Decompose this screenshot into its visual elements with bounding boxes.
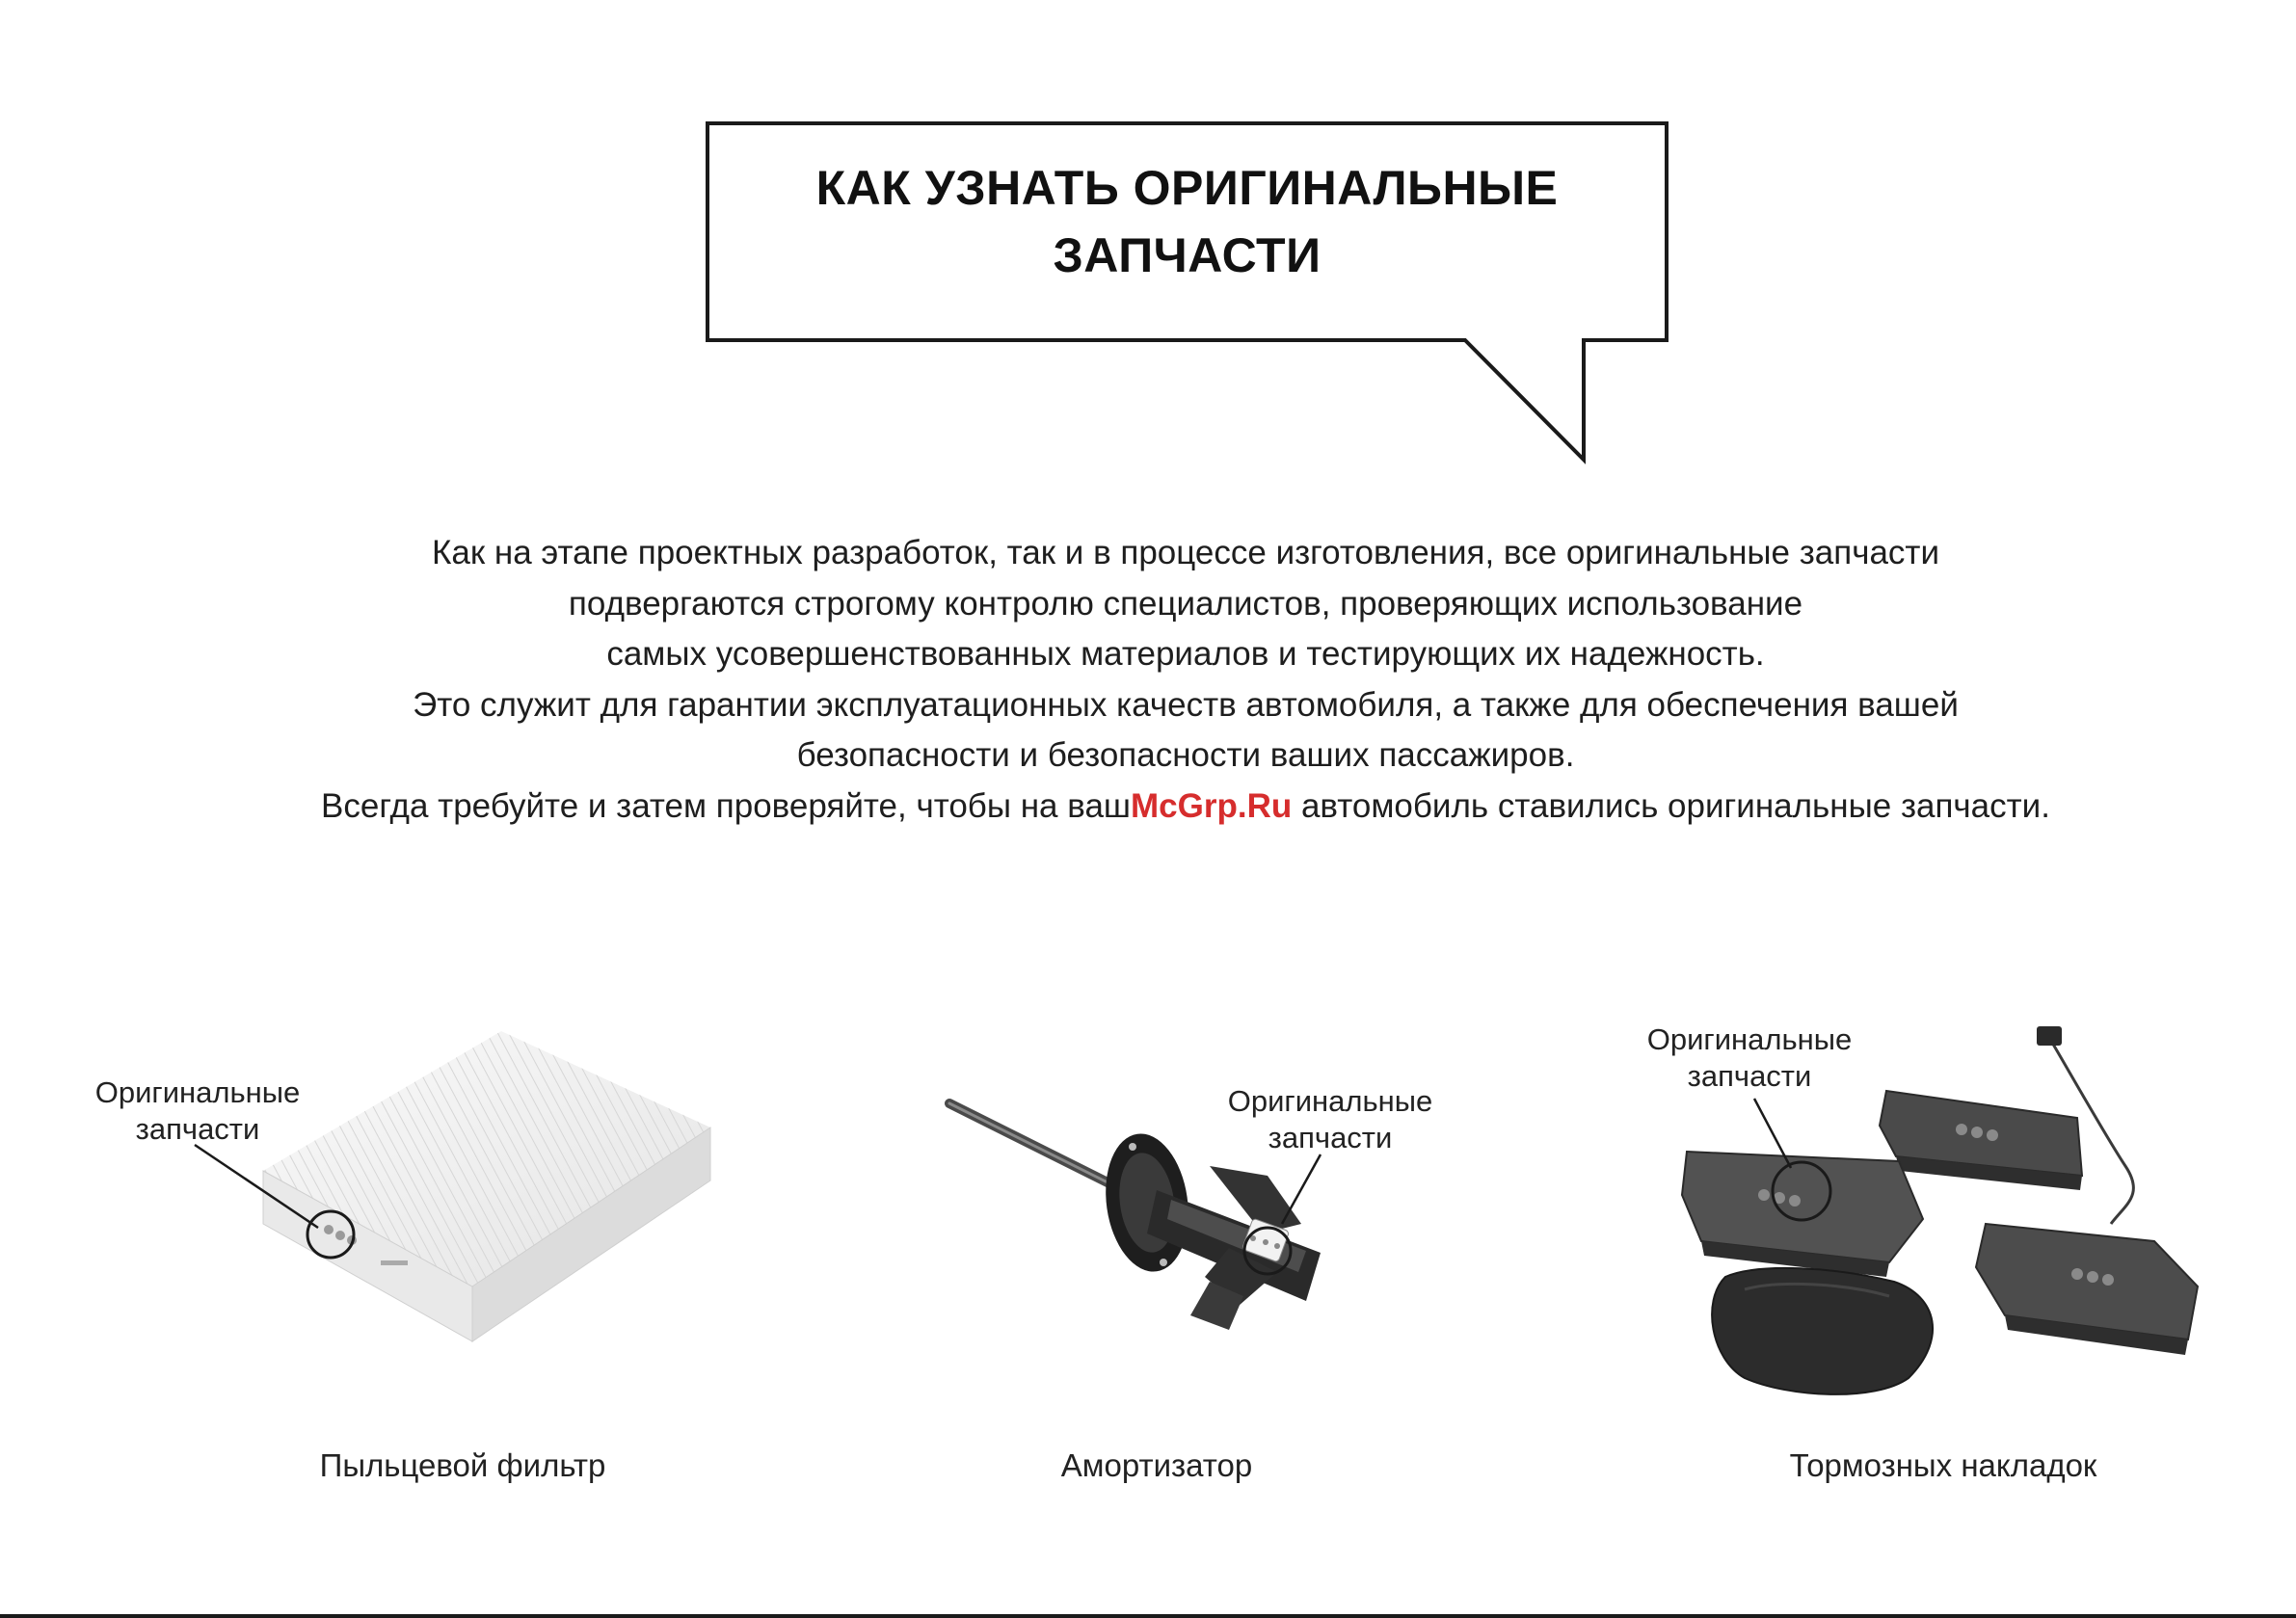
- callout-pointer: [1735, 1089, 1851, 1224]
- callout-pointer: [1224, 1147, 1359, 1282]
- intro-line: Как на этапе проектных разработок, так и в процессе изготовления, все оригинальные запчасти: [432, 534, 1939, 571]
- shock-absorber-caption: Амортизатор: [1060, 1447, 1253, 1483]
- brake-pads-caption: Тормозных накладок: [1789, 1447, 2097, 1483]
- original-parts-callout: [77, 1074, 318, 1148]
- callout-line-1: Оригинальные: [1227, 1084, 1433, 1118]
- callout-line-2: запчасти: [1687, 1059, 1812, 1093]
- watermark: McGrp.Ru: [1131, 786, 1293, 825]
- intro-line: безопасности и безопасности ваших пассажиров.: [796, 736, 1575, 774]
- intro-last-line: [289, 782, 2082, 833]
- page-title-line-2: ЗАПЧАСТИ: [1053, 228, 1322, 282]
- original-parts-callout: [1629, 1021, 1870, 1095]
- original-parts-callout: [1210, 1083, 1451, 1156]
- intro-line: самых усовершенствованных материалов и тестирующих их надежность.: [606, 635, 1765, 673]
- page-title: [707, 154, 1667, 289]
- intro-text: [289, 528, 2082, 832]
- callout-line-1: Оригинальные: [1646, 1022, 1853, 1056]
- bottom-divider: [0, 1614, 2296, 1618]
- intro-line: подвергаются строгому контролю специалистов, проверяющих использование: [568, 584, 1803, 623]
- callout-line-1: Оригинальные: [94, 1075, 301, 1109]
- callout-line-2: запчасти: [135, 1112, 260, 1146]
- intro-last-after: автомобиль ставились оригинальные запчасти.: [1292, 786, 2050, 825]
- callout-pointer: [174, 1137, 386, 1272]
- intro-line: Это служит для гарантии эксплуатационных качеств автомобиля, а также для обеспечения вашей: [413, 685, 1959, 724]
- page-title-line-1: КАК УЗНАТЬ ОРИГИНАЛЬНЫЕ: [815, 161, 1559, 215]
- intro-last-before: Всегда требуйте и затем проверяйте, чтобы на ваш: [321, 786, 1131, 825]
- callout-line-2: запчасти: [1268, 1121, 1393, 1154]
- pollen-filter-caption: Пыльцевой фильтр: [319, 1447, 606, 1483]
